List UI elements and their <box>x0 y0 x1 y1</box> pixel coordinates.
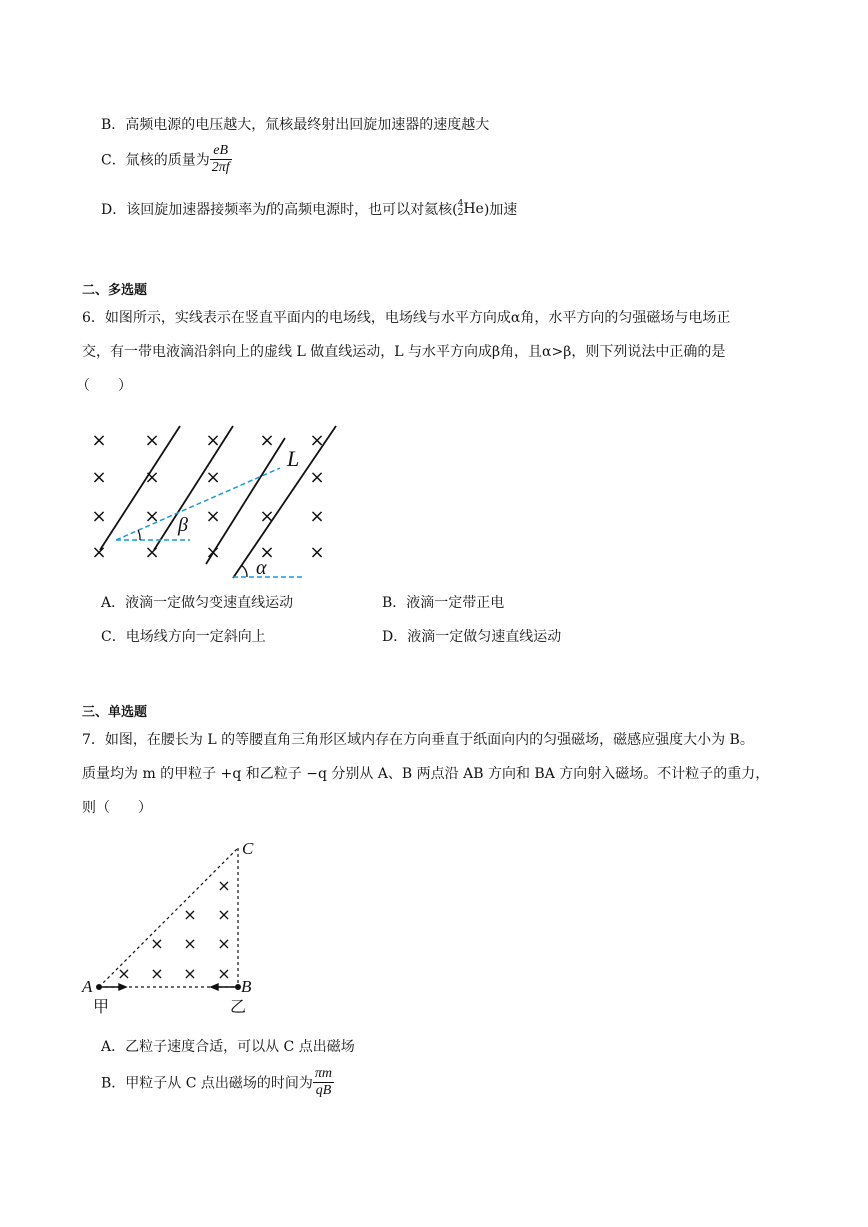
charge-number: 2 <box>457 208 464 218</box>
q7-option-a: A．乙粒子速度合适，可以从 C 点出磁场 <box>101 1039 355 1055</box>
angle-arc-beta <box>138 530 140 540</box>
fraction-denominator: qB <box>315 1083 332 1098</box>
label-jia: 甲 <box>93 997 110 1016</box>
q6-option-d: D．液滴一定做匀速直线运动 <box>382 629 562 645</box>
fraction-numerator: eB <box>210 143 232 160</box>
cross-mark: × <box>259 506 275 527</box>
label-B: B <box>241 977 252 996</box>
cross-mark: × <box>91 467 107 488</box>
q6-option-b: B．液滴一定带正电 <box>382 595 505 611</box>
q6-option-c: C．电场线方向一定斜向上 <box>101 629 266 645</box>
cross-mark: × <box>217 934 231 953</box>
mass-number: 4 <box>457 199 464 209</box>
cross-mark: × <box>309 506 325 527</box>
q7-stem-line2: 质量均为 m 的甲粒子 +q 和乙粒子 −q 分别从 A、B 两点沿 AB 方向和 BA 方向射入磁场。不计粒子的重力， <box>82 766 770 782</box>
path-line-L <box>116 468 280 540</box>
q6-option-a: A．液滴一定做匀变速直线运动 <box>101 595 294 611</box>
section-title-single-choice: 三、单选题 <box>82 705 148 720</box>
fraction-denominator: 2πf <box>211 160 230 175</box>
field-line <box>154 426 233 550</box>
q7-option-b <box>101 1066 334 1099</box>
label-beta: β <box>178 514 188 536</box>
q5-option-b: B．高频电源的电压越大，氚核最终射出回旋加速器的速度越大 <box>101 117 490 133</box>
cross-mark: × <box>259 542 275 563</box>
q5-option-c <box>101 143 232 176</box>
cross-mark: × <box>144 506 160 527</box>
cross-mark: × <box>205 430 221 451</box>
q5-option-d-text3: )加速 <box>483 202 518 218</box>
cross-mark: × <box>183 905 197 924</box>
field-line <box>100 426 180 550</box>
arrowhead-yi <box>211 984 218 990</box>
q5-option-c-fraction <box>210 143 232 176</box>
cross-mark: × <box>205 506 221 527</box>
cross-mark: × <box>183 964 197 983</box>
cross-mark: × <box>217 876 231 895</box>
label-yi: 乙 <box>230 997 247 1016</box>
cross-mark: × <box>183 934 197 953</box>
velocity-arrows <box>99 984 238 990</box>
cross-mark: × <box>217 964 231 983</box>
cross-mark: × <box>150 964 164 983</box>
q5-option-c-text: C．氚核的质量为 <box>101 152 210 169</box>
q6-field-diagram <box>80 418 370 588</box>
section-title-multiple-choice: 二、多选题 <box>82 283 148 298</box>
cross-mark: × <box>309 467 325 488</box>
cross-mark: × <box>150 934 164 953</box>
fraction-numerator: πm <box>314 1066 333 1081</box>
arrowhead-jia <box>119 984 126 990</box>
q6-stem-line3: （ ） <box>76 378 132 394</box>
q7-option-b-fraction <box>313 1066 334 1099</box>
cross-mark: × <box>91 542 107 563</box>
q5-option-d-f: f <box>266 201 271 216</box>
q5-option-d-text2: 的高频电源时，也可以对氦核( <box>270 202 458 218</box>
cross-mark: × <box>309 542 325 563</box>
cross-mark: × <box>309 430 325 451</box>
cross-mark: × <box>144 542 160 563</box>
q5-option-d <box>101 199 517 219</box>
cross-mark: × <box>205 467 221 488</box>
q7-stem-line1: 7．如图，在腰长为 L 的等腰直角三角形区域内存在方向垂直于纸面向内的匀强磁场，磁感应强度大小为 B。 <box>82 732 754 748</box>
label-L: L <box>287 446 300 471</box>
cross-mark: × <box>91 506 107 527</box>
cross-mark: × <box>259 430 275 451</box>
cross-mark: × <box>144 430 160 451</box>
cross-mark: × <box>144 467 160 488</box>
cross-mark: × <box>205 542 221 563</box>
label-C: C <box>242 839 254 858</box>
q6-stem-line2: 交，有一带电液滴沿斜向上的虚线 L 做直线运动，L 与水平方向成β角，且α>β，则下列说法中正确的是 <box>82 344 726 360</box>
magnetic-field-crosses <box>117 876 230 983</box>
label-alpha: α <box>256 557 267 579</box>
q6-stem-line1: 6．如图所示，实线表示在竖直平面内的电场线，电场线与水平方向成α角，水平方向的匀强磁场与电场正 <box>82 310 731 326</box>
element-symbol: He <box>463 201 484 217</box>
angle-arc-alpha <box>241 565 247 577</box>
cross-mark: × <box>117 964 131 983</box>
q7-option-b-text: B．甲粒子从 C 点出磁场的时间为 <box>101 1075 313 1092</box>
label-A: A <box>82 977 93 996</box>
q7-stem-line3: 则（ ） <box>82 800 152 816</box>
q7-triangle-diagram <box>76 834 276 1020</box>
q5-option-d-text: D．该回旋加速器接频率为 <box>101 202 267 218</box>
cross-mark: × <box>217 905 231 924</box>
cross-mark: × <box>91 430 107 451</box>
